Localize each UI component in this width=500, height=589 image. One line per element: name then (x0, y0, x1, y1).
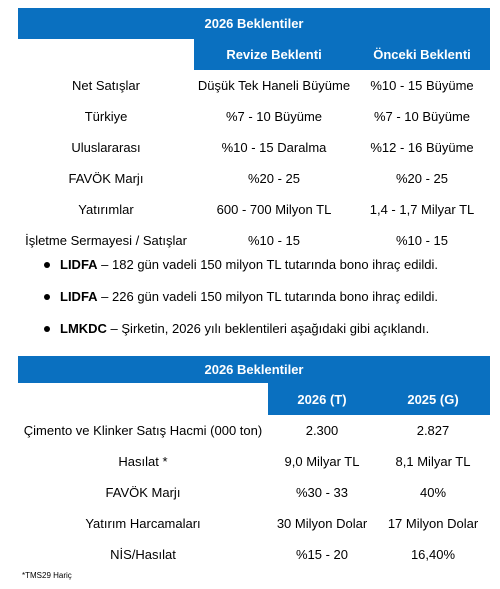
previous-value: %7 - 10 Büyüme (373, 109, 471, 124)
table-row (18, 539, 490, 570)
row-label: Çimento ve Klinker Satış Hacmi (000 ton) (23, 423, 263, 438)
ticker: LIDFA (60, 257, 98, 272)
row-label: FAVÖK Marjı (68, 171, 144, 186)
header-empty (18, 383, 268, 415)
value-2025: 16,40% (410, 547, 456, 562)
list-item (40, 257, 438, 289)
table-row (18, 70, 490, 101)
table-row (18, 446, 490, 477)
previous-value: 1,4 - 1,7 Milyar TL (369, 202, 475, 217)
row-label: Türkiye (84, 109, 128, 124)
news-bullet-list (40, 257, 438, 353)
column-header-2026: 2026 (T) (268, 383, 376, 415)
value-2025: 8,1 Milyar TL (395, 454, 471, 469)
revised-value: Düşük Tek Haneli Büyüme (197, 78, 351, 93)
revised-value: %10 - 15 (247, 233, 301, 248)
row-label: Yatırım Harcamaları (85, 516, 201, 531)
value-2026: %15 - 20 (295, 547, 349, 562)
value-2026: 30 Milyon Dolar (276, 516, 368, 531)
header-empty (18, 39, 194, 70)
bullet-text: – Şirketin, 2026 yılı beklentileri aşağıdaki gibi açıklandı. (106, 321, 430, 336)
row-label: İşletme Sermayesi / Satışlar (25, 233, 187, 248)
row-label: Net Satışlar (72, 78, 140, 93)
table-row (18, 194, 490, 225)
revised-value: 600 - 700 Milyon TL (216, 202, 332, 217)
value-2025: 2.827 (416, 423, 450, 438)
bullet-text: – 182 gün vadeli 150 milyon TL tutarında bono ihraç edildi. (97, 257, 438, 272)
previous-value: %20 - 25 (395, 171, 449, 186)
row-label: Hasılat * (118, 454, 168, 469)
previous-value: %12 - 16 Büyüme (370, 140, 474, 155)
value-2026: %30 - 33 (295, 485, 349, 500)
table-row (18, 508, 490, 539)
expectations-table-2 (18, 356, 490, 570)
list-item (40, 321, 438, 353)
value-2025: 40% (419, 485, 447, 500)
column-header-2025: 2025 (G) (376, 383, 490, 415)
revised-value: %10 - 15 Daralma (221, 140, 327, 155)
ticker: LMKDC (60, 321, 107, 336)
row-label: Uluslararası (71, 140, 141, 155)
table-row (18, 101, 490, 132)
value-2026: 2.300 (305, 423, 339, 438)
table-row (18, 163, 490, 194)
previous-value: %10 - 15 Büyüme (370, 78, 474, 93)
bullet-text: – 226 gün vadeli 150 milyon TL tutarında bono ihraç edildi. (97, 289, 438, 304)
column-header-previous: Önceki Beklenti (354, 39, 490, 70)
table-row (18, 225, 490, 256)
previous-value: %10 - 15 (395, 233, 449, 248)
footnote: *TMS29 Hariç (22, 571, 72, 580)
value-2026: 9,0 Milyar TL (284, 454, 360, 469)
revised-value: %7 - 10 Büyüme (225, 109, 323, 124)
row-label: FAVÖK Marjı (105, 485, 181, 500)
table-title: 2026 Beklentiler (18, 8, 490, 39)
table-row (18, 132, 490, 163)
table-row (18, 415, 490, 446)
revised-value: %20 - 25 (247, 171, 301, 186)
row-label: NİS/Hasılat (110, 547, 176, 562)
table-title: 2026 Beklentiler (18, 356, 490, 383)
expectations-table-1 (18, 8, 490, 256)
row-label: Yatırımlar (78, 202, 134, 217)
ticker: LIDFA (60, 289, 98, 304)
table-row (18, 477, 490, 508)
list-item (40, 289, 438, 321)
value-2025: 17 Milyon Dolar (387, 516, 479, 531)
column-header-revised: Revize Beklenti (194, 39, 354, 70)
